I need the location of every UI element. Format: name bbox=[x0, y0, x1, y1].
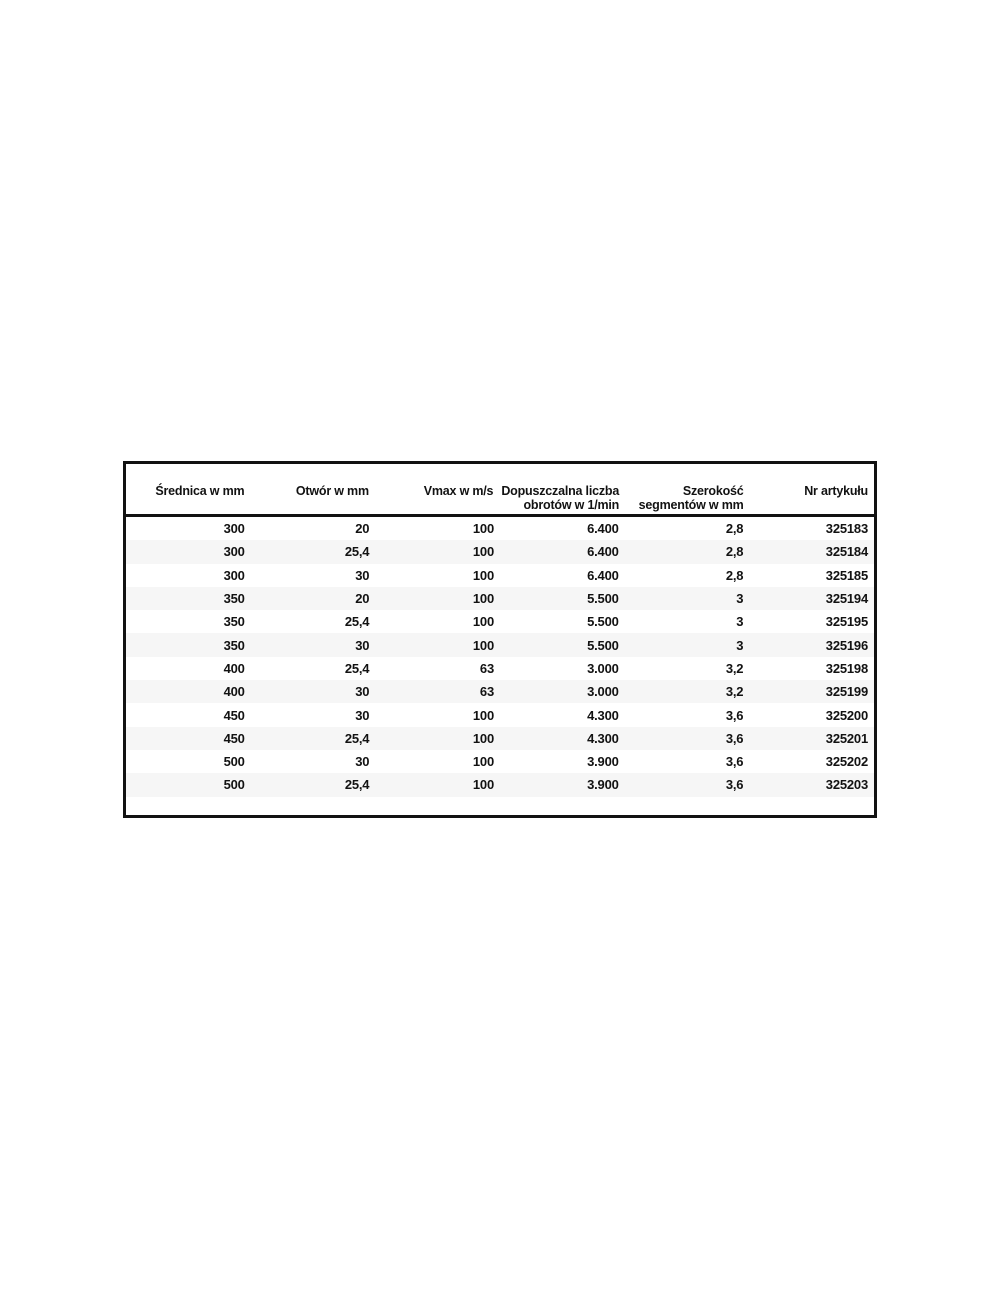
table-cell-obroty: 3.900 bbox=[587, 777, 619, 793]
header-cell-nr-artykulu bbox=[750, 464, 874, 516]
table-cell-vmax: 100 bbox=[472, 567, 494, 583]
table-cell-szerokosc: 3 bbox=[736, 637, 744, 653]
table-cell-otwor: 30 bbox=[355, 637, 370, 653]
table-cell-srednica: 300 bbox=[223, 544, 245, 560]
table-cell-szerokosc: 2,8 bbox=[725, 521, 744, 537]
table-cell-vmax: 63 bbox=[479, 684, 494, 700]
header-cell-srednica bbox=[126, 464, 250, 516]
table-cell-otwor: 30 bbox=[355, 754, 370, 770]
table-cell-szerokosc: 3 bbox=[736, 591, 744, 607]
table-cell-szerokosc: 3,6 bbox=[725, 730, 744, 746]
table-cell-otwor: 25,4 bbox=[344, 544, 370, 560]
table-row bbox=[126, 540, 874, 563]
table-cell-nr-artykulu: 325185 bbox=[825, 567, 868, 583]
table-cell-nr-artykulu: 325198 bbox=[825, 660, 868, 676]
table-cell-obroty: 3.900 bbox=[587, 754, 619, 770]
table-cell-srednica: 350 bbox=[223, 637, 245, 653]
table-cell-otwor: 25,4 bbox=[344, 730, 370, 746]
table-header-row bbox=[126, 464, 874, 517]
table-cell-srednica: 300 bbox=[223, 567, 245, 583]
header-label: Nr artykułu bbox=[804, 484, 868, 498]
table-row bbox=[126, 633, 874, 656]
table-cell-srednica: 450 bbox=[223, 707, 245, 723]
table-cell-nr-artykulu: 325203 bbox=[825, 777, 868, 793]
header-label: Dopuszczalna liczba bbox=[501, 484, 620, 498]
table-cell-srednica: 300 bbox=[223, 521, 245, 537]
table-cell-srednica: 500 bbox=[223, 754, 245, 770]
table-cell-szerokosc: 3,6 bbox=[725, 707, 744, 723]
table-cell-obroty: 6.400 bbox=[587, 521, 619, 537]
header-label: Szerokość bbox=[682, 484, 744, 498]
header-label: Vmax w m/s bbox=[423, 484, 494, 498]
table-row bbox=[126, 727, 874, 750]
header-label: Średnica w mm bbox=[155, 484, 245, 498]
table-cell-otwor: 25,4 bbox=[344, 614, 370, 630]
table-cell-vmax: 100 bbox=[472, 777, 494, 793]
table-footer-spacer bbox=[126, 797, 874, 815]
table-cell-nr-artykulu: 325195 bbox=[825, 614, 868, 630]
table-cell-nr-artykulu: 325200 bbox=[825, 707, 868, 723]
table-cell-vmax: 100 bbox=[472, 521, 494, 537]
header-cell-otwor bbox=[250, 464, 374, 516]
header-label: segmentów w mm bbox=[638, 497, 744, 512]
table-cell-nr-artykulu: 325199 bbox=[825, 684, 868, 700]
table-cell-srednica: 350 bbox=[223, 614, 245, 630]
table-row bbox=[126, 564, 874, 587]
table-cell-vmax: 100 bbox=[472, 591, 494, 607]
table-cell-srednica: 350 bbox=[223, 591, 245, 607]
table-cell-nr-artykulu: 325184 bbox=[825, 544, 868, 560]
header-label: obrotów w 1/min bbox=[523, 497, 620, 512]
table-cell-vmax: 100 bbox=[472, 707, 494, 723]
table-row bbox=[126, 587, 874, 610]
table-cell-nr-artykulu: 325196 bbox=[825, 637, 868, 653]
table-cell-vmax: 100 bbox=[472, 614, 494, 630]
table-cell-otwor: 30 bbox=[355, 707, 370, 723]
table-row bbox=[126, 517, 874, 540]
table-cell-otwor: 30 bbox=[355, 567, 370, 583]
table-body bbox=[126, 517, 874, 815]
product-spec-table bbox=[123, 461, 877, 818]
table-cell-obroty: 5.500 bbox=[587, 591, 619, 607]
table-cell-srednica: 400 bbox=[223, 684, 245, 700]
table-cell-szerokosc: 2,8 bbox=[725, 567, 744, 583]
table-cell-otwor: 25,4 bbox=[344, 777, 370, 793]
table-cell-szerokosc: 3,2 bbox=[725, 684, 744, 700]
table-cell-nr-artykulu: 325183 bbox=[825, 521, 868, 537]
table-cell-otwor: 25,4 bbox=[344, 660, 370, 676]
table-cell-vmax: 100 bbox=[472, 637, 494, 653]
table-cell-szerokosc: 3,6 bbox=[725, 777, 744, 793]
table-cell-vmax: 100 bbox=[472, 730, 494, 746]
table-cell-srednica: 450 bbox=[223, 730, 245, 746]
table-row bbox=[126, 773, 874, 796]
header-label: Otwór w mm bbox=[295, 484, 369, 498]
table-row bbox=[126, 610, 874, 633]
header-cell-vmax bbox=[375, 464, 499, 516]
table-cell-obroty: 6.400 bbox=[587, 544, 619, 560]
table-row bbox=[126, 750, 874, 773]
table-cell-otwor: 20 bbox=[355, 591, 370, 607]
table-cell-srednica: 500 bbox=[223, 777, 245, 793]
table-cell-obroty: 5.500 bbox=[587, 614, 619, 630]
table-row bbox=[126, 657, 874, 680]
table-cell-obroty: 6.400 bbox=[587, 567, 619, 583]
table-cell-szerokosc: 3 bbox=[736, 614, 744, 630]
table-cell-vmax: 100 bbox=[472, 754, 494, 770]
table-cell-szerokosc: 2,8 bbox=[725, 544, 744, 560]
header-cell-obroty bbox=[499, 464, 625, 516]
header-cell-szerokosc bbox=[625, 464, 749, 516]
table-cell-obroty: 4.300 bbox=[587, 730, 619, 746]
table-cell-obroty: 5.500 bbox=[587, 637, 619, 653]
table-cell-otwor: 30 bbox=[355, 684, 370, 700]
table-cell-obroty: 3.000 bbox=[587, 684, 619, 700]
table-cell-otwor: 20 bbox=[355, 521, 370, 537]
table-cell-nr-artykulu: 325194 bbox=[825, 591, 868, 607]
table-cell-obroty: 4.300 bbox=[587, 707, 619, 723]
table-cell-nr-artykulu: 325202 bbox=[825, 754, 868, 770]
table-cell-vmax: 100 bbox=[472, 544, 494, 560]
table-cell-szerokosc: 3,2 bbox=[725, 660, 744, 676]
table-cell-srednica: 400 bbox=[223, 660, 245, 676]
table-cell-szerokosc: 3,6 bbox=[725, 754, 744, 770]
table-cell-obroty: 3.000 bbox=[587, 660, 619, 676]
table-row bbox=[126, 703, 874, 726]
table-cell-vmax: 63 bbox=[479, 660, 494, 676]
table-row bbox=[126, 680, 874, 703]
table-cell-nr-artykulu: 325201 bbox=[825, 730, 868, 746]
